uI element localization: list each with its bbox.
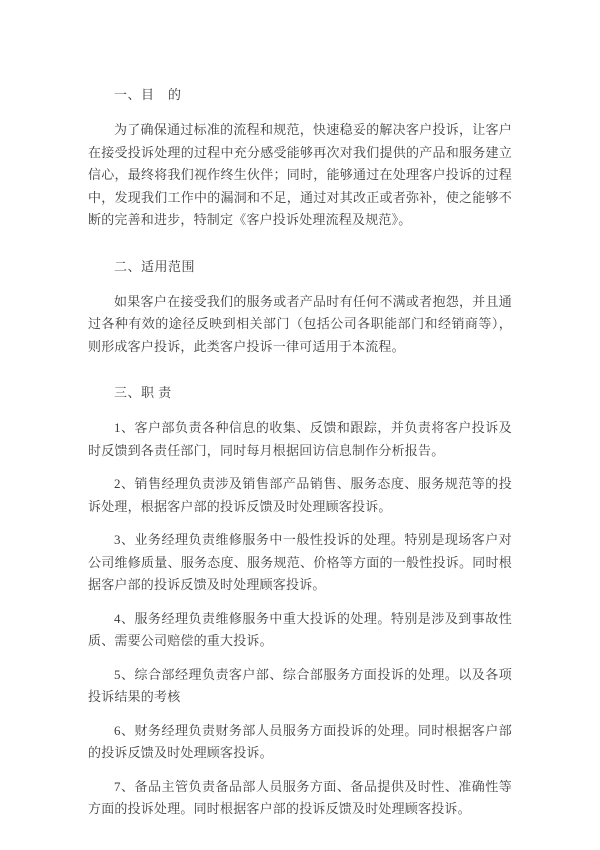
section-heading-purpose: 一、目 的 [114,87,182,102]
section-purpose [88,84,512,232]
paragraph: 如果客户在接受我们的服务或者产品时有任何不满或者抱怨，并且通过各种有效的途径反映到相关部门（包括公司各职能部门和经销商等），则形成客户投诉，此类客户投诉一律可适用于本流程。 [88,293,512,354]
responsibility-item-2: 2、销售经理负责涉及销售部产品销售、服务态度、服务规范等的投诉处理，根据客户部的投诉反馈及时处理顾客投诉。 [88,476,512,514]
responsibility-item-3: 3、业务经理负责维修服务中一般性投诉的处理。特别是现场客户对公司维修质量、服务态度、服务规范、价格等方面的一般性投诉。同时根据客户部的投诉反馈及时处理顾客投诉。 [88,532,512,592]
responsibility-item-1: 1、客户部负责各种信息的收集、反馈和跟踪，并负责将客户投诉及时反馈到各责任部门，同时每月根据回访信息制作分析报告。 [88,420,512,458]
section-heading-scope: 二、适用范围 [114,258,196,274]
paragraph: 为了确保通过标准的流程和规范，快速稳妥的解决客户投诉，让客户在接受投诉处理的过程中充分感受能够再次对我们提供的产品和服务建立信心，最终将我们视作终生伙伴；同时，能够通过在处理客户投诉的过程中，发现我们工作中的漏洞和不足，通过对其改正或者弥补，使之能够不断的完善和进步，特制定《客户投诉处理流程及规范》。 [88,122,512,227]
responsibility-item-7: 7、备品主管负责备品部人员服务方面、备品提供及时性、准确性等方面的投诉处理。同时根据客户部的投诉反馈及时处理顾客投诉。 [88,778,512,816]
section-heading-responsibilities: 三、职 责 [114,385,172,400]
section-scope [88,256,512,359]
responsibility-item-6: 6、财务经理负责财务部人员服务方面投诉的处理。同时根据客户部的投诉反馈及时处理顾客投诉。 [88,722,512,760]
responsibility-item-4: 4、服务经理负责维修服务中重大投诉的处理。特别是涉及到事故性质、需要公司赔偿的重大投诉。 [88,610,512,648]
responsibility-item-5: 5、综合部经理负责客户部、综合部服务方面投诉的处理。以及各项投诉结果的考核 [88,666,512,704]
section-responsibilities [88,382,512,821]
